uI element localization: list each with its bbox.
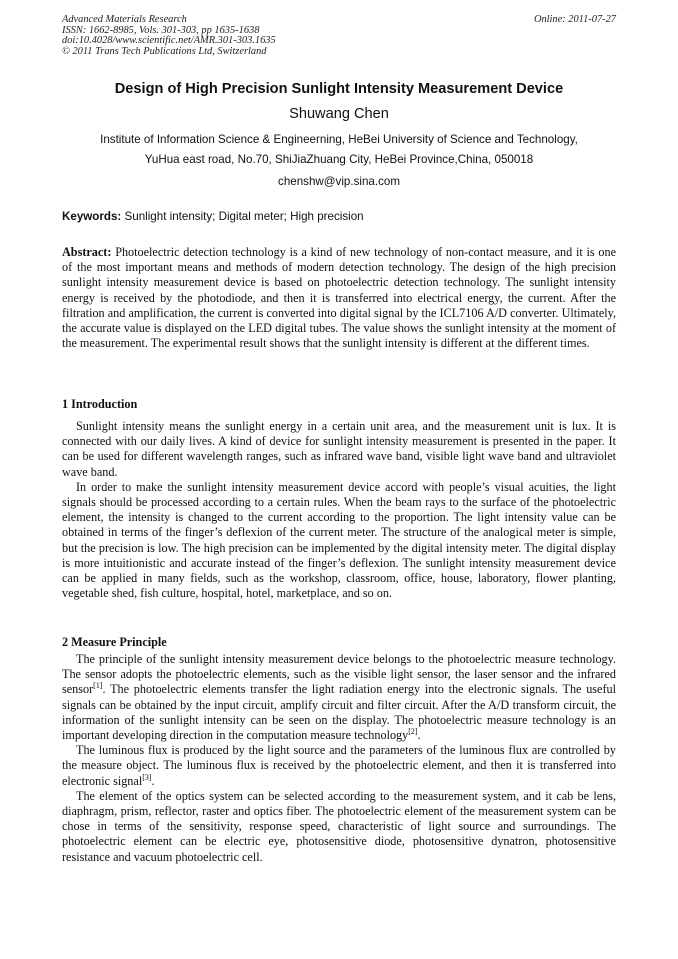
text-run: The luminous flux is produced by the light source and the parameters of the luminous flux are controlled by the measure object. The luminous flux is received by the photoelectric element, and then it is transferred into electronic signal <box>62 743 616 788</box>
author-email: chenshw@vip.sina.com <box>278 175 400 188</box>
paragraph: In order to make the sunlight intensity measurement device accord with people’s visual acuities, the light signals should be processed according to a certain rules. When the beam rays to the surface of the photoelectric element, the intensity is changed to the current according to the proportion. The light intensity value can be obtained in terms of the finger’s deflexion of the current meter. The structure of the analogical meter is simple, but the precision is low. The high precision can be implemented by the digital intensity meter. The digital display is more intuitionistic and accurate instead of the finger’s deflexion. The sunlight intensity measurement device can be applied in many fields, such as the workshop, classroom, office, house, laboratory, flower planting, vegetable shed, fish culture, hospital, hotel, marketplace, and so on. <box>62 479 616 601</box>
doi-line: doi:10.4028/www.scientific.net/AMR.301-303.1635 <box>62 35 276 47</box>
text-run: The principle of the sunlight intensity measurement device belongs to the photoelectric measure technology. The sensor adopts the photoelectric elements, such as the visible light sensor, the laser sensor and the infrared sensor <box>62 652 616 697</box>
text-run: . <box>417 728 421 743</box>
keywords <box>62 210 616 223</box>
section-heading-measure-principle: 2 Measure Principle <box>62 635 167 649</box>
paragraph: The element of the optics system can be selected according to the measurement system, and it cab be lens, diaphragm, prism, reflector, raster and optics fiber. The photoelectric element of the measurement system can be chose in terms of the sensitivity, response speed, characteristic of light source and surroundings. The photoelectric element can be electric eye, photosensitive diode, photosensitive dynatron, photosensitive resistance and vacuum photoelectric cell. <box>62 788 616 864</box>
journal-name: Advanced Materials Research <box>62 14 187 25</box>
paper-author: Shuwang Chen <box>289 106 389 122</box>
section-measure-principle <box>62 652 616 865</box>
copyright-line: © 2011 Trans Tech Publications Ltd, Switzerland <box>62 45 267 57</box>
citation-2: [2] <box>408 726 418 736</box>
affiliation-line-2: YuHua east road, No.70, ShiJiaZhuang City, HeBei Province,China, 050018 <box>144 153 534 166</box>
abstract <box>62 245 616 351</box>
citation-1: [1] <box>93 681 103 691</box>
issn-line: ISSN: 1662-8985, Vols. 301-303, pp 1635-1638 <box>62 24 260 36</box>
affiliation-line-1: Institute of Information Science & Engineerning, HeBei University of Science and Technology, <box>100 133 578 146</box>
journal-header <box>62 15 616 57</box>
keywords-text: Sunlight intensity; Digital meter; High precision <box>124 210 364 223</box>
section-heading-introduction: 1 Introduction <box>62 397 138 411</box>
paragraph <box>62 652 616 743</box>
abstract-text: Photoelectric detection technology is a kind of new technology of non-contact measure, and it is one of the most important means and methods of modern detection technology. The design of the high precision sunlight intensity measurement device is based on photoelectric detection technology. The sunlight intensity energy is received by the photodiode, and then it is transferred into electrical energy, the current. After the filtration and amplification, the current is converted into digital signal by the ICL7106 A/D converter. Ultimately, the accurate value is displayed on the LED digital tubes. The value shows the sunlight intensity at the moment of the measurement. The experimental result shows that the sunlight intensity is different at the different times. <box>62 245 616 351</box>
citation-3: [3] <box>142 772 152 782</box>
text-run: . <box>151 773 155 788</box>
section-introduction <box>62 419 616 601</box>
online-date: Online: 2011-07-27 <box>533 14 616 25</box>
paragraph <box>62 743 616 789</box>
abstract-label: Abstract: <box>62 245 112 259</box>
keywords-label: Keywords: <box>62 210 122 223</box>
paragraph: Sunlight intensity means the sunlight energy in a certain unit area, and the measurement unit is lux. It is connected with our daily lives. A kind of device for sunlight intensity measurement is presented in the paper. It can be used for different wavelength ranges, such as infrared wave band, visible light wave band and ultraviolet wave band. <box>62 419 616 479</box>
text-run: . The photoelectric elements transfer the light radiation energy into the electronic signals. The useful signals can be obtained by the input circuit, amplify circuit and filter circuit. After the A/D transform circuit, the information of the sunlight intensity can be seen on the display. The photoelectric measure technology is an important developing direction in the computation measure technology <box>62 682 616 743</box>
paper-title: Design of High Precision Sunlight Intensity Measurement Device <box>114 81 564 97</box>
